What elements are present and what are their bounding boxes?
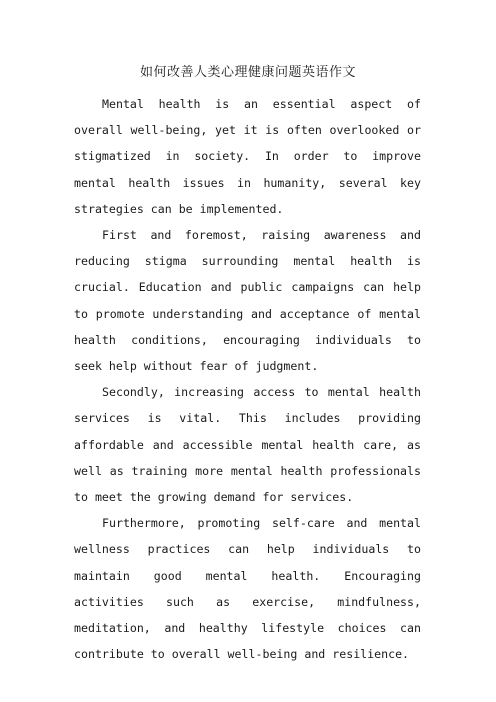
paragraph-4: Furthermore, promoting self-care and mental wellness practices can help individuals to maintain good mental health. Encouraging activities such as exercise, mindfulness, meditation, and healthy lifestyle choices can contribute to overall well-being and resilience. <box>74 516 421 662</box>
paragraph-1: Mental health is an essential aspect of overall well-being, yet it is often overlooked or stigmatized in society. In order to improve mental health issues in humanity, several key strategies can be implemented. <box>74 97 421 216</box>
paragraph-3: Secondly, increasing access to mental health services is vital. This includes providing affordable and accessible mental health care, as well as training more mental health professionals to meet the growing demand for services. <box>74 385 421 505</box>
document-body <box>74 91 421 667</box>
document-title: 如何改善人类心理健康问题英语作文 <box>139 65 356 80</box>
paragraph-2: First and foremost, raising awareness and reducing stigma surrounding mental health is crucial. Education and public campaigns can help to promote understanding and acceptance of mental health conditions, encouraging individuals to seek help without fear of judgment. <box>74 228 421 374</box>
